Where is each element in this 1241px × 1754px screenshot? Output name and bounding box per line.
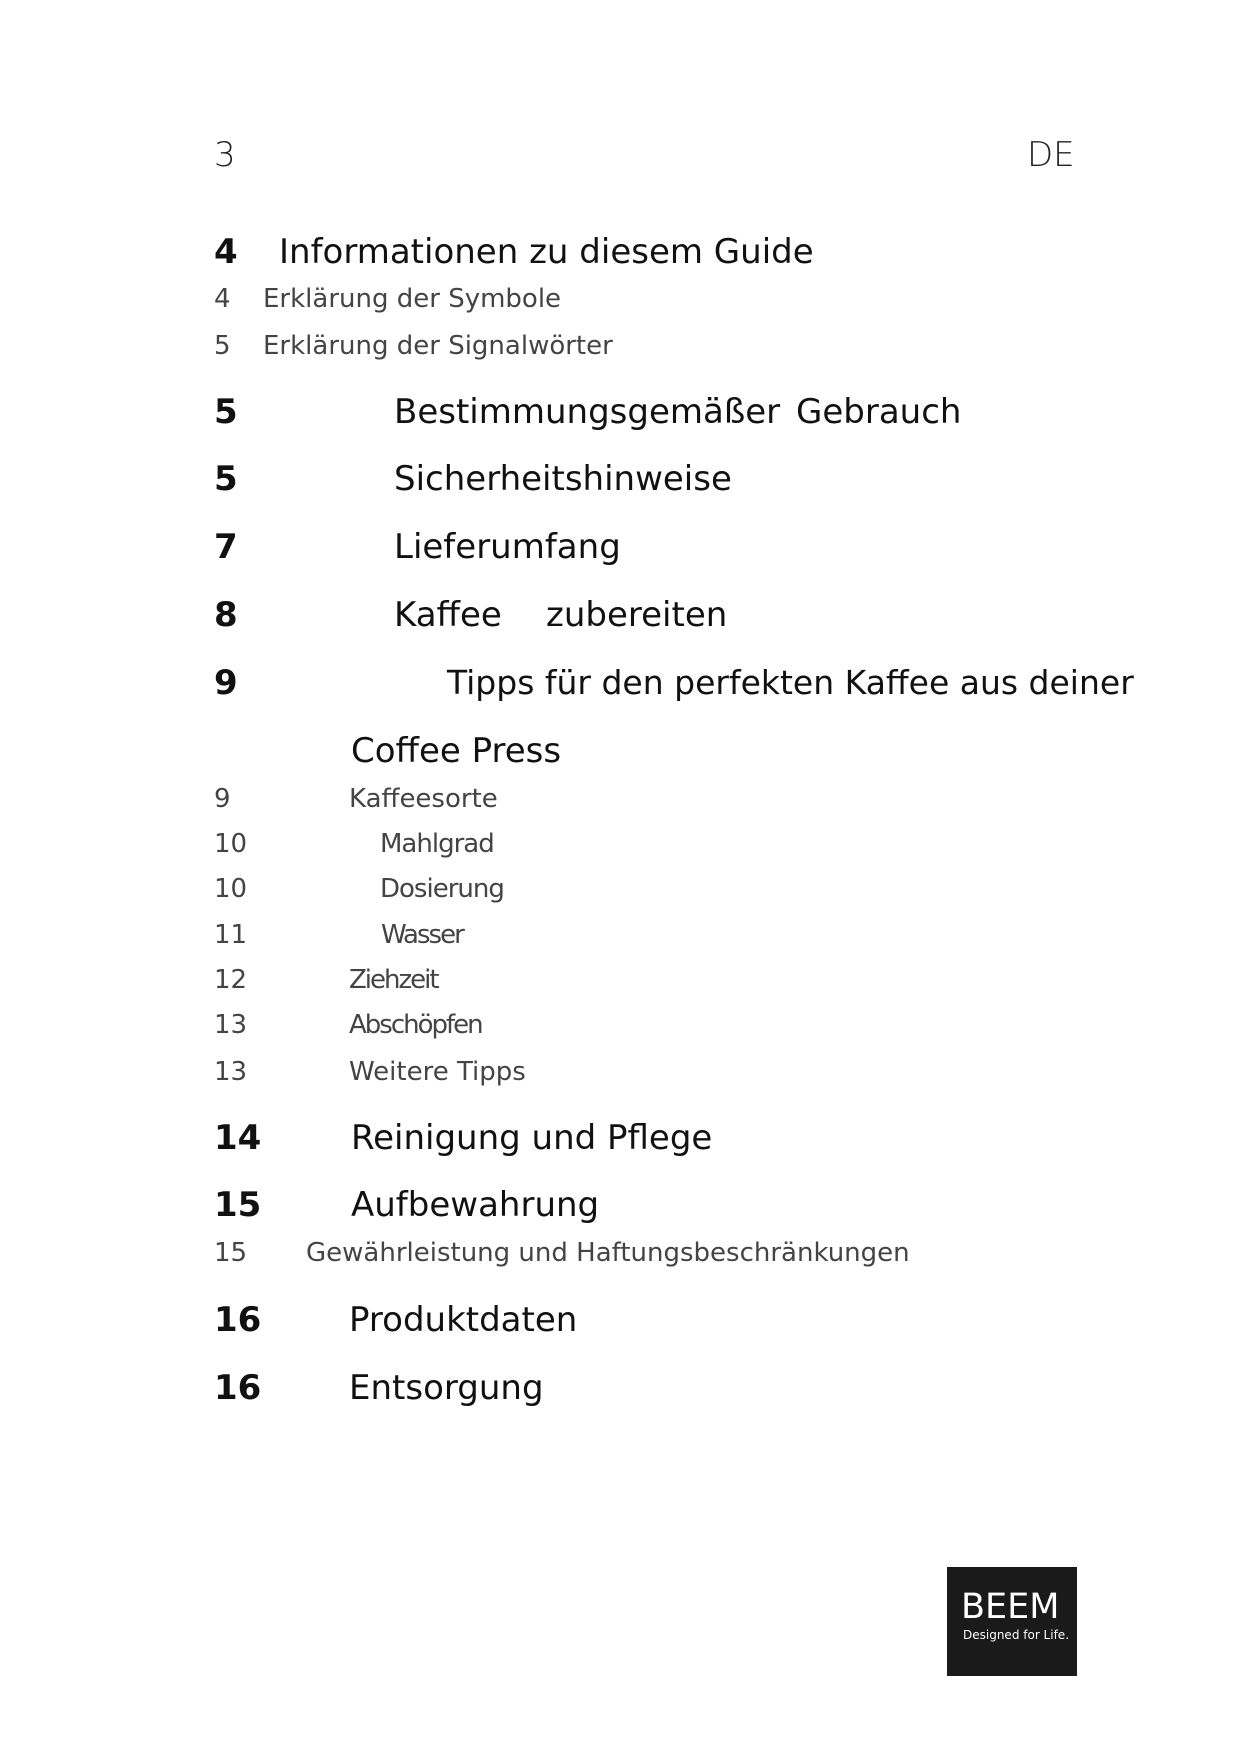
toc-entry-title-part2[interactable]: zubereiten: [546, 595, 728, 635]
toc-page-number: 5: [214, 459, 238, 499]
toc-page-number: 5: [214, 392, 238, 432]
toc-subentry-page: 9: [214, 784, 231, 814]
toc-subentry-title[interactable]: Mahlgrad: [380, 829, 494, 859]
toc-subentry-page: 10: [214, 874, 248, 904]
page-number: 3: [214, 135, 236, 175]
language-code: DE: [1027, 135, 1075, 175]
toc-entry-title[interactable]: Entsorgung: [349, 1368, 544, 1408]
toc-subentry-title[interactable]: Kaffeesorte: [349, 784, 498, 814]
toc-entry-title[interactable]: Lieferumfang: [394, 527, 621, 567]
toc-page-number: 9: [214, 663, 238, 703]
toc-entry-title[interactable]: Reinigung und Pflege: [351, 1118, 713, 1158]
toc-entry-title-line2[interactable]: Coffee Press: [351, 731, 562, 771]
toc-subentry-page: 10: [214, 829, 248, 859]
toc-entry-title-part1[interactable]: Bestimmungsgemäßer: [394, 392, 781, 432]
toc-entry-title-part1[interactable]: Kaffee: [394, 595, 502, 635]
toc-entry-title[interactable]: Produktdaten: [349, 1300, 578, 1340]
toc-subentry-title[interactable]: Dosierung: [380, 874, 504, 904]
toc-subentry-title[interactable]: Erklärung der Symbole: [263, 284, 562, 314]
logo-tagline: Designed for Life.: [963, 1628, 1070, 1642]
toc-subentry-page: 11: [214, 920, 248, 950]
toc-subentry-title[interactable]: Erklärung der Signalwörter: [263, 331, 613, 361]
toc-page-number: 7: [214, 527, 238, 567]
toc-subentry-page: 15: [214, 1238, 248, 1268]
toc-entry-title-line1[interactable]: Tipps für den perfekten Kaffee aus deiner: [447, 663, 1134, 702]
toc-entry-title-part2[interactable]: Gebrauch: [796, 392, 962, 432]
toc-page-number: 16: [214, 1300, 262, 1340]
toc-subentry-title[interactable]: Weitere Tipps: [349, 1057, 526, 1087]
toc-entry-title[interactable]: Aufbewahrung: [351, 1185, 600, 1225]
toc-page-number: 15: [214, 1185, 262, 1225]
toc-subentry-page: 13: [214, 1057, 248, 1087]
toc-subentry-page: 12: [214, 965, 248, 995]
toc-page-number: 16: [214, 1368, 262, 1408]
toc-subentry-title[interactable]: Abschöpfen: [349, 1010, 482, 1040]
toc-subentry-page: 5: [214, 331, 231, 361]
toc-entry-title[interactable]: Informationen zu diesem Guide: [279, 232, 814, 272]
toc-page-number: 14: [214, 1118, 262, 1158]
toc-subentry-title[interactable]: Wasser: [381, 920, 463, 950]
toc-subentry-title[interactable]: Ziehzeit: [349, 965, 438, 995]
logo-name: BEEM: [961, 1587, 1060, 1627]
toc-subentry-page: 13: [214, 1010, 248, 1040]
toc-entry-title[interactable]: Sicherheitshinweise: [394, 459, 732, 499]
toc-subentry-page: 4: [214, 284, 231, 314]
toc-page-number: 8: [214, 595, 238, 635]
beem-logo: [947, 1567, 1077, 1676]
toc-subentry-title[interactable]: Gewährleistung und Haftungsbeschränkungen: [306, 1238, 910, 1268]
toc-page-number: 4: [214, 232, 238, 272]
